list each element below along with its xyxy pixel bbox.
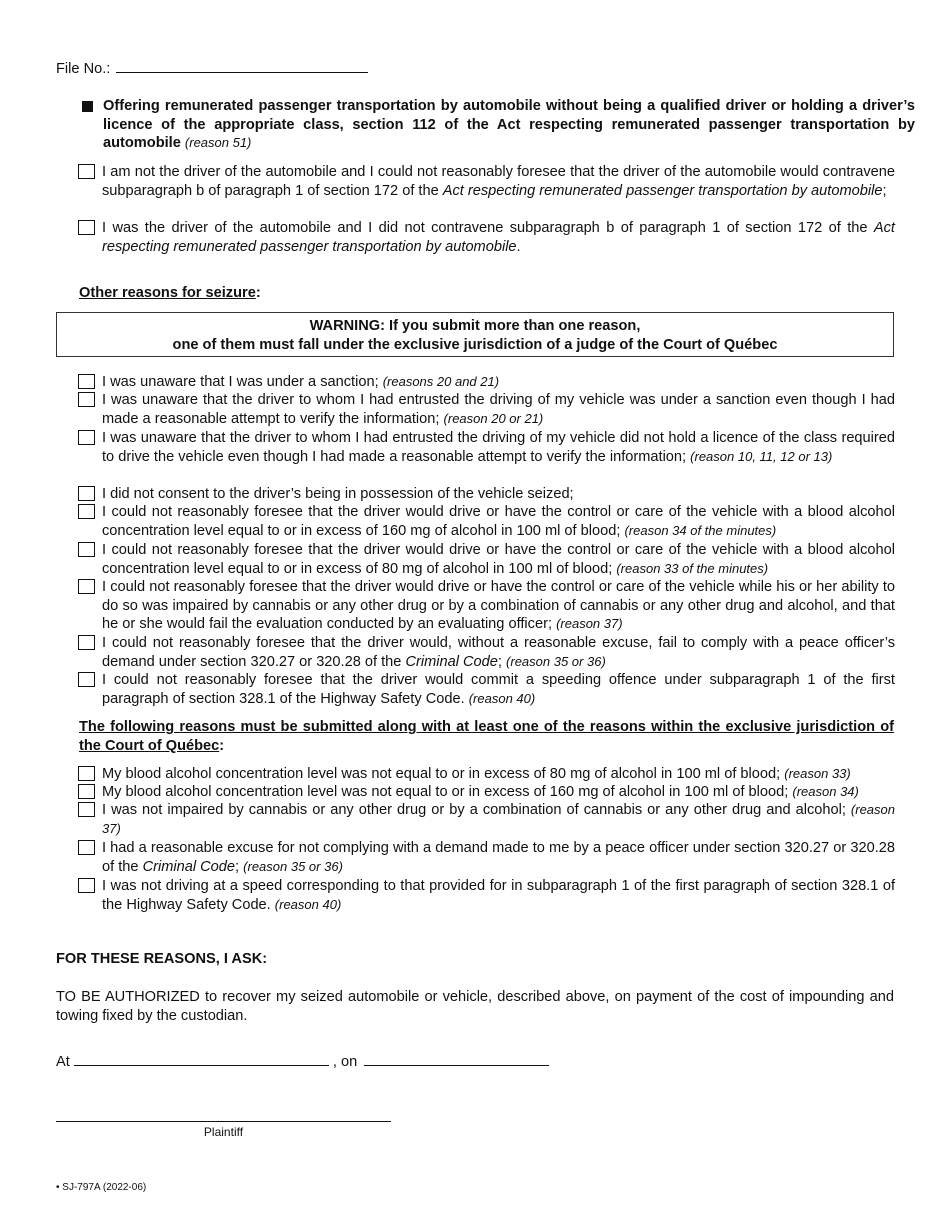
checkbox[interactable]: [78, 672, 95, 687]
offence-heading: [82, 97, 915, 153]
reason-item: I was not impaired by cannabis or any other drug or by a combination of cannabis or any other drug and alcohol; (reason 37): [78, 801, 895, 838]
reason-item: I had a reasonable excuse for not complying with a demand made to me by a peace officer under section 320.27 or 320.28 of the Criminal Code; (reason 35 or 36): [78, 839, 895, 876]
checkbox[interactable]: [78, 374, 95, 389]
warning-line-2: one of them must fall under the exclusive jurisdiction of a judge of the Court of Québec: [172, 336, 778, 353]
date-field[interactable]: [364, 1065, 549, 1066]
reason-item: I was not driving at a speed corresponding to that provided for in subparagraph 1 of the first paragraph of section 328.1 of the Highway Safety Code. (reason 40): [78, 877, 895, 914]
place-field[interactable]: [74, 1065, 329, 1066]
warning-box: [56, 312, 894, 357]
offence-title: Offering remunerated passenger transportation by automobile without being a qualified driver or holding a driver’s licence of the appropriate class, section 112 of the Act respecting remunerated passenger transportation by automobile: [103, 98, 915, 152]
offence-option: I am not the driver of the automobile and I could not reasonably foresee that the driver of the automobile would contravene subparagraph b of paragraph 1 of section 172 of the Act respecting remunerated passenger transportation by automobile;: [78, 163, 895, 200]
ask-body: TO BE AUTHORIZED to recover my seized automobile or vehicle, described above, on payment of the cost of impounding and towing fixed by the custodian.: [56, 989, 894, 1024]
checkbox[interactable]: [78, 878, 95, 893]
file-number-field[interactable]: [116, 72, 368, 73]
on-label: , on: [332, 1054, 358, 1070]
reason-item: I was unaware that the driver to whom I had entrusted the driving of my vehicle was under a sanction even though I had made a reasonable attempt to verify the information; (reason 20 or 21): [78, 391, 895, 428]
reason-item: I could not reasonably foresee that the driver would, without a reasonable excuse, fail to comply with a peace officer’s demand under section 320.27 or 320.28 of the Criminal Code; (reason 35 or 36): [78, 634, 895, 671]
reason-item: I could not reasonably foresee that the driver would commit a speeding offence under subparagraph 1 of the first paragraph of section 328.1 of the Highway Safety Code. (reason 40): [78, 671, 895, 708]
checkbox[interactable]: [78, 164, 95, 179]
signature-line[interactable]: [56, 1121, 391, 1122]
plaintiff-label: Plaintiff: [203, 1125, 244, 1139]
offence-reason: (reason 51): [184, 135, 252, 151]
file-number: [56, 60, 368, 79]
at-label: At: [56, 1054, 70, 1070]
checkbox[interactable]: [78, 635, 95, 650]
offence-option: I was the driver of the automobile and I did not contravene subparagraph b of paragraph 1 of section 172 of the Act respecting remunerated passenger transportation by automobile.: [78, 219, 895, 256]
reason-item: My blood alcohol concentration level was not equal to or in excess of 160 mg of alcohol in 100 ml of blood; (reason 34): [78, 783, 895, 802]
checkbox[interactable]: [78, 504, 95, 519]
checkbox[interactable]: [78, 486, 95, 501]
place-date-line: [56, 1053, 549, 1072]
form-code: • SJ-797A (2022-06): [56, 1182, 147, 1193]
bullet-square-icon: [82, 101, 93, 112]
reason-item: My blood alcohol concentration level was not equal to or in excess of 80 mg of alcohol in 100 ml of blood; (reason 33): [78, 765, 895, 784]
checkbox[interactable]: [78, 766, 95, 781]
reason-item: I was unaware that I was under a sanction; (reasons 20 and 21): [78, 373, 895, 392]
reason-item: I did not consent to the driver’s being in possession of the vehicle seized;: [78, 485, 895, 504]
file-number-label: File No.:: [56, 61, 111, 77]
checkbox[interactable]: [78, 392, 95, 407]
checkbox[interactable]: [78, 579, 95, 594]
reason-item: I could not reasonably foresee that the driver would drive or have the control or care of the vehicle with a blood alcohol concentration level equal to or in excess of 80 mg of alcohol in 100 ml of blood; (reason 33 of the minutes): [78, 541, 895, 578]
reason-item: I could not reasonably foresee that the driver would drive or have the control or care of the vehicle with a blood alcohol concentration level equal to or in excess of 160 mg of alcohol in 100 ml of blood; (reason 34 of the minutes): [78, 503, 895, 540]
warning-line-1: WARNING: If you submit more than one reason,: [309, 318, 641, 334]
ask-heading: FOR THESE REASONS, I ASK:: [56, 951, 268, 967]
checkbox[interactable]: [78, 430, 95, 445]
reason-item: I was unaware that the driver to whom I had entrusted the driving of my vehicle did not hold a licence of the class required to drive the vehicle even though I had made a reasonable attempt to verify the information; (reason 10, 11, 12 or 13): [78, 429, 895, 466]
following-reasons-heading: The following reasons must be submitted along with at least one of the reasons within the exclusive jurisdiction of the Court of Québec:: [79, 719, 894, 754]
checkbox[interactable]: [78, 840, 95, 855]
checkbox[interactable]: [78, 220, 95, 235]
checkbox[interactable]: [78, 802, 95, 817]
checkbox[interactable]: [78, 784, 95, 799]
checkbox[interactable]: [78, 542, 95, 557]
reason-item: I could not reasonably foresee that the driver would drive or have the control or care of the vehicle while his or her ability to do so was impaired by cannabis or any other drug or by a combination of cannabis or any other drug and alcohol, and that he or she would fail the evaluation conducted by an evaluating officer; (reason 37): [78, 578, 895, 634]
other-reasons-heading: Other reasons for seizure:: [79, 285, 261, 301]
